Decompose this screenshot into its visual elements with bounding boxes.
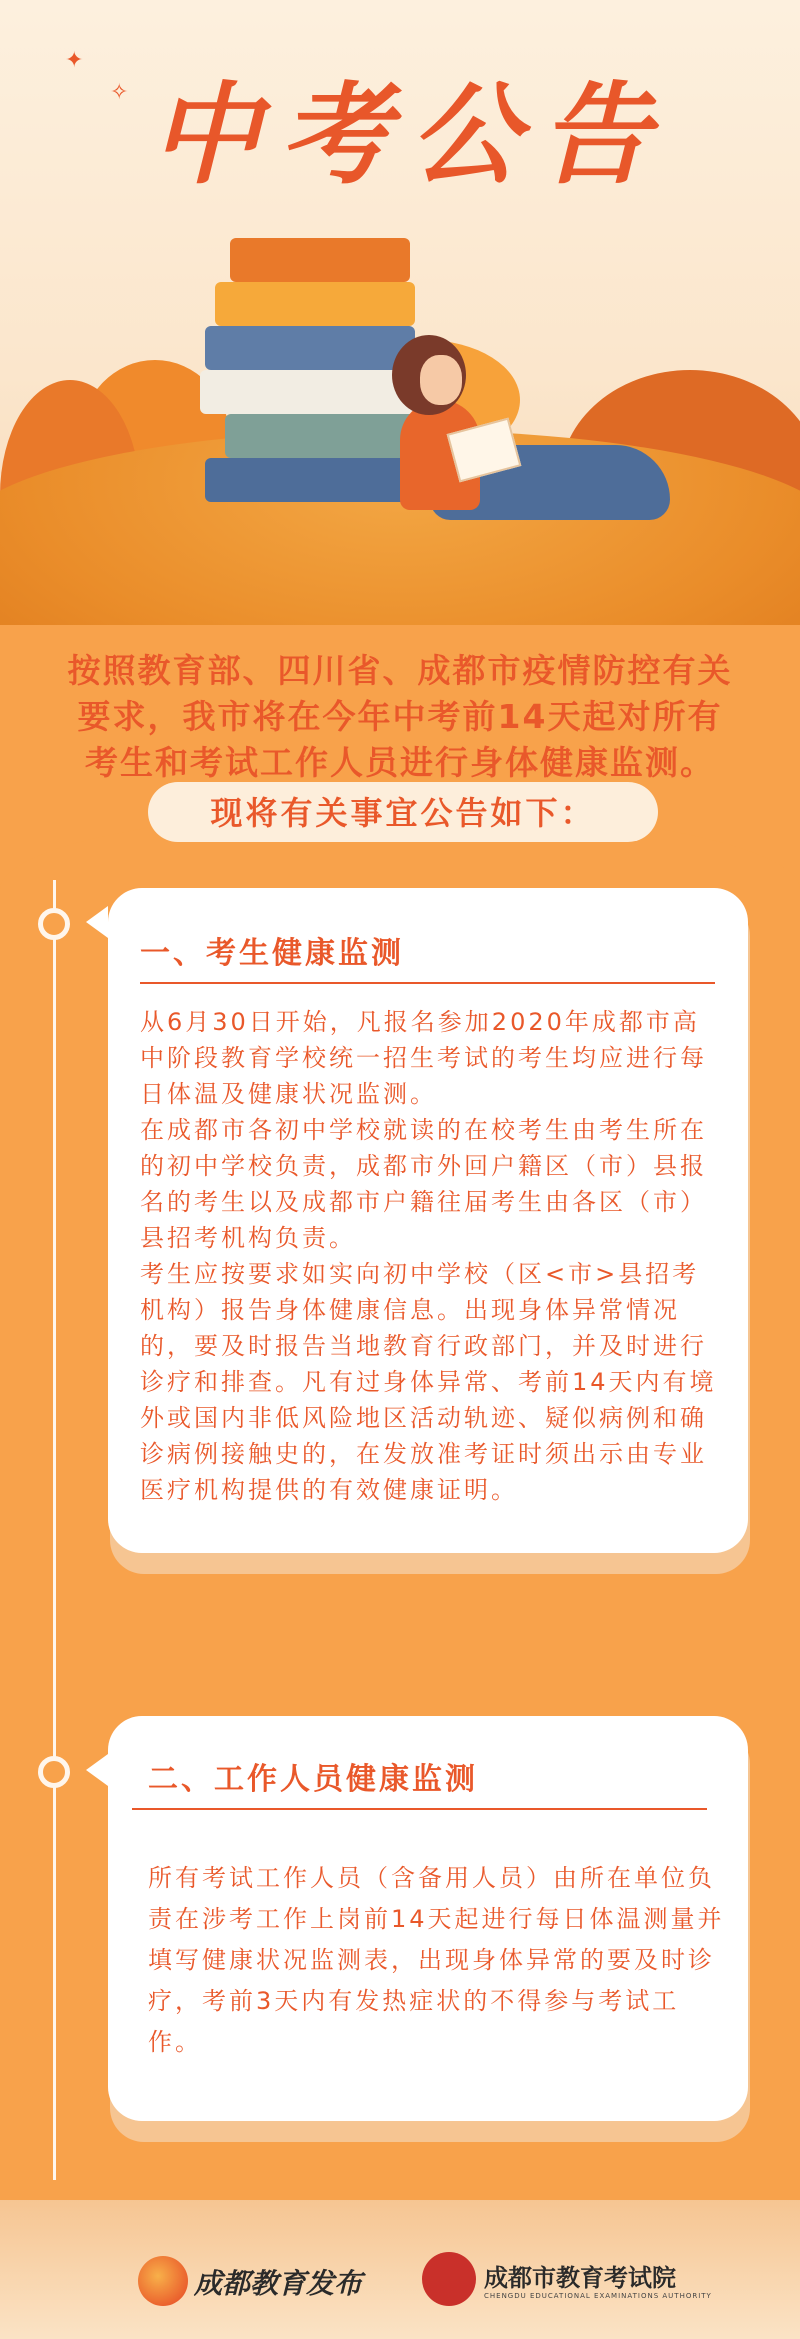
- card-pointer: [86, 906, 108, 938]
- divider: [140, 982, 715, 984]
- right-logo-text: 成都市教育考试院: [484, 2263, 676, 2292]
- book-illustration: [200, 370, 420, 414]
- page-title: 中考公告: [150, 70, 670, 199]
- timeline-dot: [38, 908, 70, 940]
- bird-icon: ✧: [110, 80, 129, 105]
- girl-illustration: [420, 355, 462, 405]
- chengdu-education-logo-icon: [138, 2256, 188, 2306]
- timeline-dot: [38, 1756, 70, 1788]
- section-title: 一、考生健康监测: [140, 936, 404, 971]
- card-pointer: [86, 1754, 108, 1786]
- book-illustration: [225, 414, 425, 458]
- divider: [132, 1808, 707, 1810]
- intro-line: 考生和考试工作人员进行身体健康监测。: [85, 743, 715, 782]
- section-paragraph: 从6月30日开始，凡报名参加2020年成都市高中阶段教育学校统一招生考试的考生均应进行每日体温及健康状况监测。: [140, 1008, 707, 1108]
- exam-authority-seal-icon: [422, 2252, 476, 2306]
- section-body: [148, 1858, 733, 2063]
- book-illustration: [230, 238, 410, 282]
- book-illustration: [215, 282, 415, 326]
- left-logo-text: 成都教育发布: [194, 2267, 363, 2300]
- intro-line: 按照教育部、四川省、成都市疫情防控有关: [67, 651, 733, 690]
- footer: [0, 2200, 800, 2339]
- section-body: [140, 1004, 720, 1508]
- section-paragraph: 在成都市各初中学校就读的在校考生由考生所在的初中学校负责，成都市外回户籍区（市）县报名的考生以及成都市户籍往届考生由各区（市）县招考机构负责。: [140, 1116, 707, 1252]
- right-logo-subtext: CHENGDU EDUCATIONAL EXAMINATIONS AUTHORITY: [484, 2292, 712, 2300]
- intro-line: 要求，我市将在今年中考前14天起对所有: [77, 697, 723, 736]
- hero-illustration: [0, 0, 800, 625]
- section-title: 二、工作人员健康监测: [148, 1762, 478, 1797]
- section-paragraph: 考生应按要求如实向初中学校（区<市>县招考机构）报告身体健康信息。出现身体异常情况的，要及时报告当地教育行政部门，并及时进行诊疗和排查。凡有过身体异常、考前14天内有境外或国内非低风险地区活动轨迹、疑似病例和确诊病例接触史的，在发放准考证时须出示由专业医疗机构提供的有效健康证明。: [140, 1260, 717, 1504]
- book-illustration: [205, 326, 415, 370]
- subtitle: 现将有关事宜公告如下：: [210, 794, 596, 832]
- timeline-line: [53, 880, 56, 2180]
- bird-icon: ✦: [65, 48, 84, 73]
- section-paragraph: 所有考试工作人员（含备用人员）由所在单位负责在涉考工作上岗前14天起进行每日体温测量并填写健康状况监测表，出现身体异常的要及时诊疗，考前3天内有发热症状的不得参与考试工作。: [148, 1864, 725, 2056]
- subtitle-banner: [0, 760, 800, 880]
